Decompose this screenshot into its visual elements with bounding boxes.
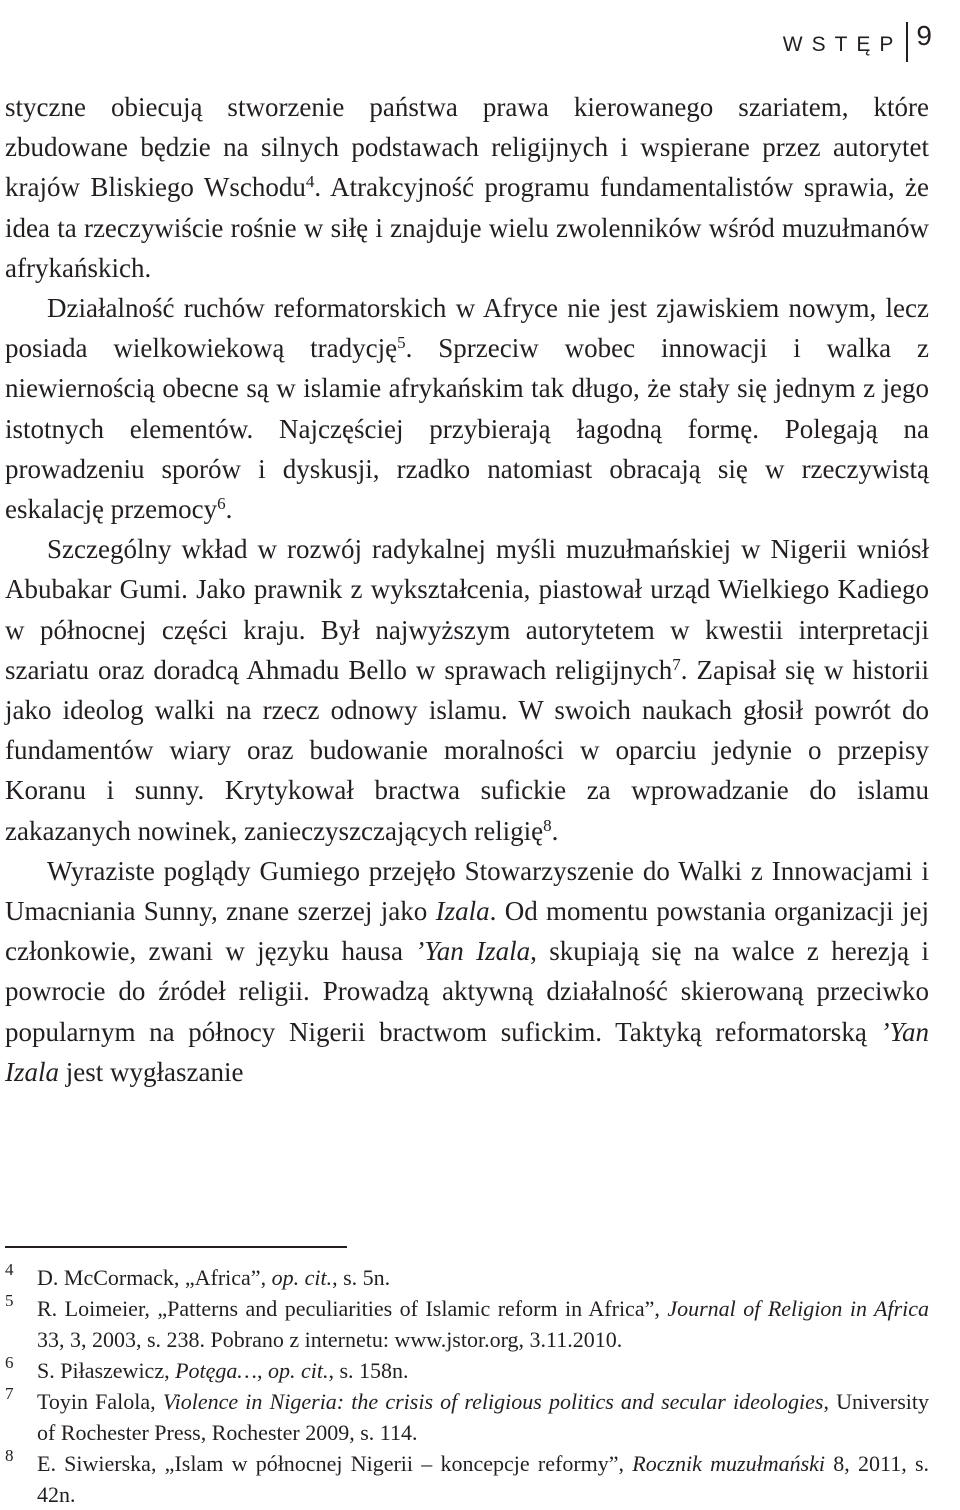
main-text	[5, 87, 929, 1092]
footnote-text: R. Loimeier, „Patterns and peculiarities of Islamic reform in Africa”,	[37, 1296, 668, 1321]
footnote-4	[5, 1262, 929, 1293]
footnote-text: , University of Rochester Press, Rochester 2009, s. 114.	[37, 1389, 929, 1445]
footnote-text: D. McCormack, „Africa”,	[37, 1265, 272, 1290]
footnote-italic: op. cit.	[271, 1265, 333, 1290]
footnote-8	[5, 1448, 929, 1510]
footnote-divider	[5, 1246, 347, 1248]
footnote-6	[5, 1355, 929, 1386]
paragraph-4-text-d: jest wygłaszanie	[59, 1056, 244, 1087]
running-head: WSTĘP	[782, 33, 903, 56]
footnote-italic: Potęga…	[175, 1358, 257, 1383]
paragraph-4-text-b: . Od momentu powstania organizacji jej członkowie, zwani w języku hausa	[5, 896, 929, 967]
footnote-text: 33, 3, 2003, s. 238. Pobrano z internetu: www.jstor.org, 3.11.2010.	[37, 1327, 623, 1352]
page-header	[783, 22, 932, 62]
header-divider	[906, 22, 908, 62]
paragraph-1	[5, 87, 929, 288]
footnote-ref-5: 5	[397, 333, 406, 353]
footnote-number: 6	[5, 1353, 14, 1372]
term-yan-izala: ’Yan Izala	[5, 1016, 929, 1087]
footnote-italic: Journal of Religion in Africa	[667, 1296, 930, 1321]
footnote-number: 5	[5, 1291, 14, 1310]
footnote-italic: Rocznik muzułmański	[632, 1451, 826, 1476]
footnote-number: 8	[5, 1446, 14, 1465]
footnote-text: , s. 158n.	[328, 1358, 409, 1383]
paragraph-2-text-a: Działalność ruchów reformatorskich w Afryce nie jest zjawiskiem nowym, lecz posiada wielkowiekową tradycję	[5, 293, 929, 364]
paragraph-3	[5, 529, 929, 851]
footnotes	[5, 1262, 929, 1510]
paragraph-2-text-c: .	[225, 494, 233, 525]
footnote-7	[5, 1386, 929, 1448]
paragraph-2	[5, 288, 929, 529]
footnote-ref-6: 6	[217, 494, 226, 514]
footnote-ref-8: 8	[543, 815, 552, 835]
footnote-italic: Violence in Nigeria: the crisis of religious politics and secular ideologies	[162, 1389, 824, 1414]
paragraph-2-text-b: . Sprzeciw wobec innowacji i walka z niewiernością obecne są w islamie afrykańskim tak długo, że stały się jednym z jego istotnych elementów. Najczęściej przybierają łagodną formę. Polegają na prowadzeniu sporów i dyskusji, rzadko natomiast obracają się w rzeczywistą eskalację przemocy	[5, 333, 930, 525]
paragraph-3-text-c: .	[551, 815, 559, 846]
footnote-ref-4: 4	[305, 172, 315, 192]
footnote-text: , s. 5n.	[332, 1265, 391, 1290]
paragraph-1-text-a: styczne obiecują stworzenie państwa prawa kierowanego szariatem, które zbudowane będzie na silnych podstawach religijnych i wspierane przez autorytet krajów Bliskiego Wschodu	[5, 92, 929, 203]
footnote-number: 4	[5, 1260, 14, 1279]
footnote-italic: op. cit.	[267, 1358, 329, 1383]
footnote-5	[5, 1293, 929, 1355]
footnote-text: E. Siwierska, „Islam w północnej Nigerii – koncepcje reformy”,	[37, 1451, 633, 1476]
footnote-text: S. Piłaszewicz,	[37, 1358, 176, 1383]
paragraph-4-text-c: , skupiają się na walce z herezją i powrocie do źródeł religii. Prowadzą aktywną działalność skierowaną przeciwko popularnym na północy Nigerii bractwom sufickim. Taktyką reformatorską	[5, 936, 929, 1047]
page-number: 9	[916, 20, 932, 51]
paragraph-3-text-a: Szczególny wkład w rozwój radykalnej myśli muzułmańskiej w Nigerii wniósł Abubakar Gumi. Jako prawnik z wykształcenia, piastował urząd Wielkiego Kadiego w północnej części kraju. Był najwyższym autorytetem w kwestii interpretacji szariatu oraz doradcą Ahmadu Bello w sprawach religijnych	[5, 534, 929, 685]
term-izala: Izala	[435, 896, 490, 927]
paragraph-4	[5, 851, 929, 1092]
footnote-text: 8, 2011, s. 42n.	[37, 1451, 930, 1507]
footnote-text: ,	[256, 1358, 268, 1383]
footnote-number: 7	[5, 1384, 14, 1403]
paragraph-1-text-b: . Atrakcyjność programu fundamentalistów sprawia, że idea ta rzeczywiście rośnie w siłę i znajduje wielu zwolenników wśród muzułmanów afrykańskich.	[5, 172, 929, 283]
paragraph-3-text-b: . Zapisał się w historii jako ideolog walki na rzecz odnowy islamu. W swoich naukach głosił powrót do fundamentów wiary oraz budowanie moralności w oparciu jedynie o przepisy Koranu i sunny. Krytykował bractwa sufickie za wprowadzanie do islamu zakazanych nowinek, zanieczyszczających religię	[5, 654, 930, 846]
term-yan-izala: ’Yan Izala	[415, 936, 531, 967]
paragraph-4-text-a: Wyraziste poglądy Gumiego przejęło Stowarzyszenie do Walki z Innowacjami i Umacniania Sunny, znane szerzej jako	[5, 855, 929, 927]
footnote-text: Toyin Falola,	[37, 1389, 163, 1414]
footnote-ref-7: 7	[672, 654, 681, 674]
